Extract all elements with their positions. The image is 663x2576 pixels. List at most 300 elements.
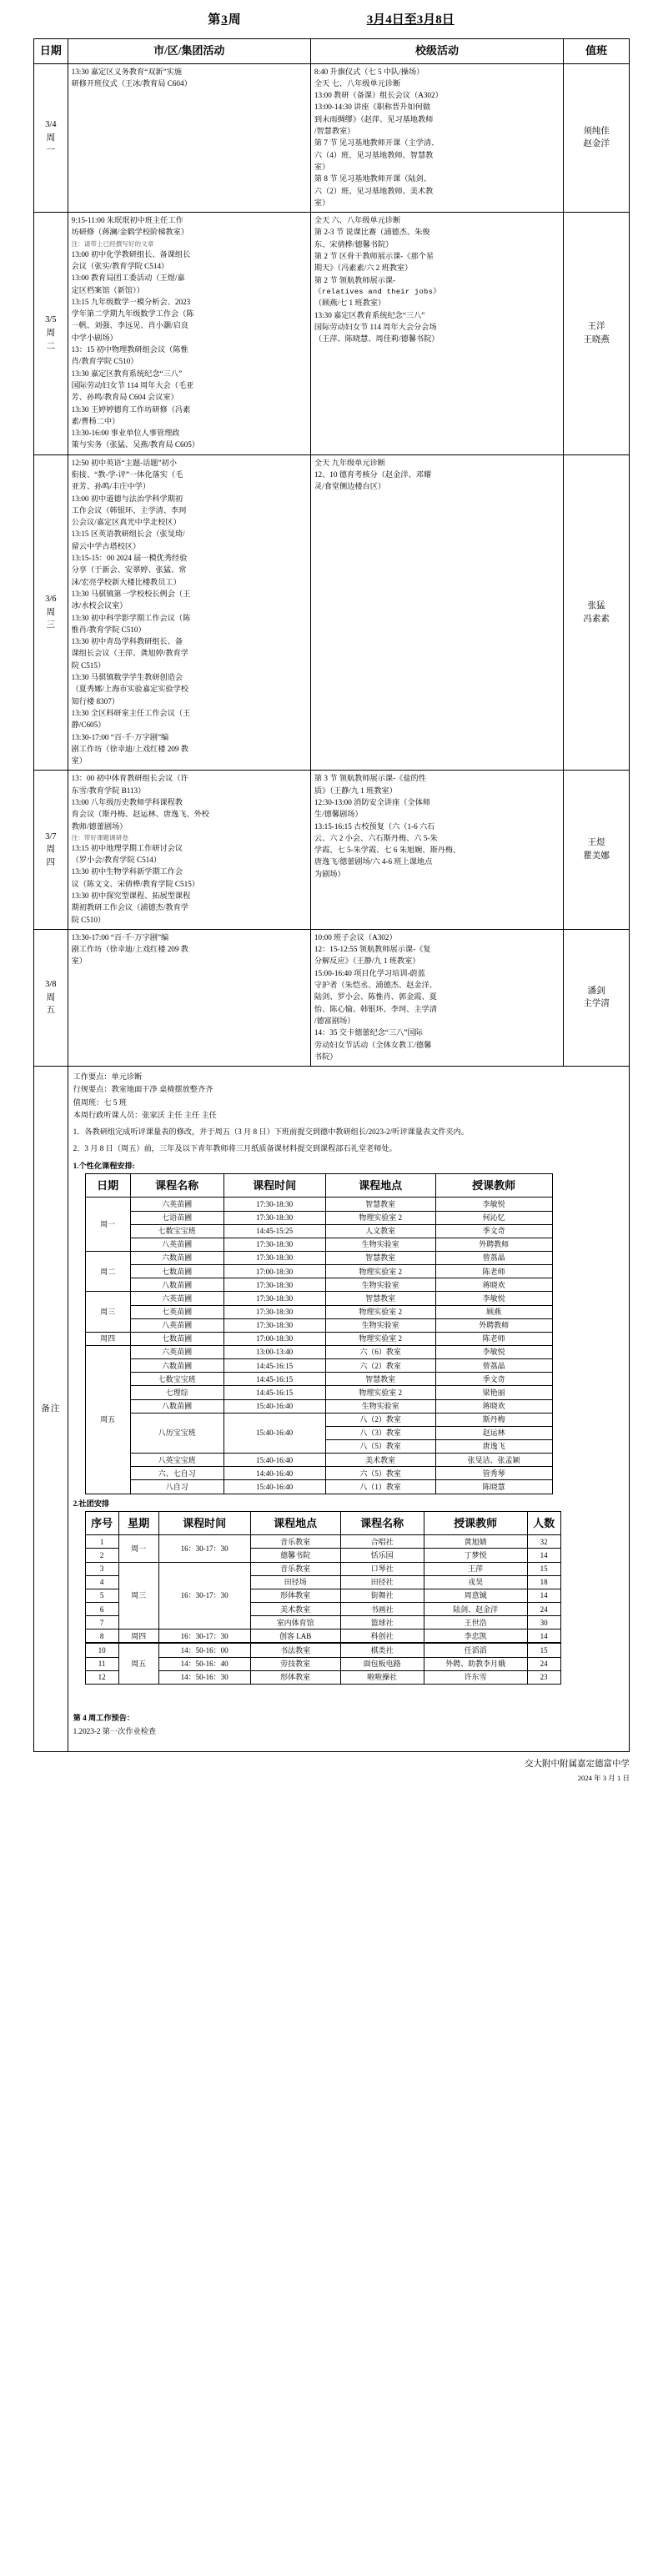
city-activity-line: 惟肖/教育学院 C510） bbox=[71, 625, 146, 634]
pc-row bbox=[85, 1467, 552, 1480]
school-activity-line: 为剧场） bbox=[314, 869, 345, 878]
city-activity-cell bbox=[68, 771, 310, 929]
club-name: 篮球社 bbox=[340, 1616, 424, 1629]
personalized-course-table bbox=[85, 1173, 553, 1494]
pc-cell: 六（5）教室 bbox=[325, 1467, 435, 1480]
duty-cell bbox=[564, 63, 630, 213]
pc-cell: 六、七自习 bbox=[130, 1467, 224, 1480]
city-activity-line: 室） bbox=[71, 957, 87, 966]
city-activity-line: 13:30 嘉定区教育系统纪念“三八” bbox=[71, 369, 183, 378]
city-activity-line: 一帆、刘强、李远见、肖小灏/启良 bbox=[71, 321, 188, 330]
club-teacher: 任滔滔 bbox=[424, 1643, 527, 1657]
date-cell bbox=[34, 213, 68, 455]
remarks-row bbox=[34, 1067, 630, 1752]
pc-cell: 六（2）教室 bbox=[325, 1359, 435, 1373]
pc-cell: 季文奇 bbox=[435, 1373, 552, 1386]
remarks-numbered-line: 1．各教研组完成听评课量表的修改，并于周五（3 月 8 日）下班前提交到德中教研组长/2023-2/听评课量表文件夹内。 bbox=[73, 1127, 470, 1137]
city-activity-line: 课组长会议（王萍、龚旭婷/教育学 bbox=[71, 649, 188, 658]
club-time: 14：50-16：40 bbox=[158, 1657, 250, 1670]
city-activity-line: 沫/宏亮学校新大楼比楼教员工） bbox=[71, 577, 181, 586]
pc-cell: 智慧教室 bbox=[325, 1198, 435, 1211]
city-activity-line: 13:30 初中探究型课程、拓展型课程 bbox=[71, 891, 191, 900]
date-line: 一 bbox=[46, 146, 56, 156]
school-activity-line: 第 8 节 见习基地教师开课（陆剑、 bbox=[314, 174, 432, 183]
city-activity-line: （夏秀娜/上海市实验嘉定实验学校 bbox=[71, 685, 188, 694]
date-cell bbox=[34, 771, 68, 929]
city-activity-line: 13:30 初中生物学科新学期工作会 bbox=[71, 867, 183, 876]
city-activity-cell bbox=[68, 454, 310, 771]
pc-col-header: 授课教师 bbox=[435, 1173, 552, 1198]
club-index: 2 bbox=[85, 1549, 118, 1562]
city-activity-line: 芳、孙鸣/教育局 C604 会议室） bbox=[71, 393, 178, 402]
footer-school-name: 交大附中附属嘉定德富中学 bbox=[525, 1760, 630, 1770]
pc-row bbox=[85, 1373, 552, 1386]
club-location: 音乐教室 bbox=[250, 1562, 340, 1575]
school-activity-line: 学霞、七 5-朱学霞、七 6 朱旭婉、斯丹梅、 bbox=[314, 846, 461, 855]
pc-cell: 美术教室 bbox=[325, 1454, 435, 1467]
city-activity-line: 期初教研工作会议（浦德杰/教育学 bbox=[71, 903, 188, 912]
school-activity-line: 10:00 班子会议（A302） bbox=[314, 932, 397, 942]
city-activity-line: 13:30-16:00 事业单位人事管理政 bbox=[71, 429, 180, 438]
pc-row bbox=[85, 1265, 552, 1278]
school-activity-line: 12、10 德育考核分（赵金洋、邓耀 bbox=[314, 470, 432, 479]
school-activity-line: 第 2 节 领航教师展示课- bbox=[314, 275, 396, 284]
pc-cell: 蒋晓欢 bbox=[435, 1399, 552, 1413]
date-line: 四 bbox=[46, 858, 56, 867]
pc-cell: 七数苗圃 bbox=[130, 1265, 224, 1278]
pc-day-cell: 周二 bbox=[85, 1251, 130, 1291]
city-activity-line: 13：15 初中物理教研组会议（陈惟 bbox=[71, 345, 188, 354]
club-index: 7 bbox=[85, 1616, 118, 1629]
school-activity-line: 13:00-14:30 讲座《职称晋升如何做 bbox=[314, 103, 431, 112]
pc-cell: 曾荔晶 bbox=[435, 1251, 552, 1264]
duty-name: 张猛 bbox=[587, 600, 605, 610]
club-name: 棋类社 bbox=[340, 1643, 424, 1657]
pc-cell: 外聘教师 bbox=[435, 1318, 552, 1332]
date-line: 三 bbox=[46, 620, 56, 630]
pc-cell: 15:40-16:40 bbox=[224, 1454, 325, 1467]
school-activity-line: 14：35 交卡德蕾纪念“三八”国际 bbox=[314, 1028, 423, 1037]
duty-name: 主学清 bbox=[583, 999, 610, 1009]
pc-cell: 六英苗圃 bbox=[130, 1345, 224, 1358]
date-line: 周 bbox=[46, 992, 56, 1002]
week-number: 3 bbox=[221, 13, 228, 27]
city-activity-line: 13:30 初中科学影学期工作会议（陈 bbox=[71, 613, 191, 622]
city-activity-line: 13:15 初中地理学期工作研讨会议 bbox=[71, 843, 183, 852]
city-activity-line: 13:30 全区科研室主任工作会议（王 bbox=[71, 708, 191, 717]
personalized-course-body bbox=[85, 1198, 552, 1494]
city-activity-line: 工作会议（韩银环、主学清、李珂 bbox=[71, 505, 187, 515]
club-teacher: 王萍 bbox=[424, 1562, 527, 1575]
club-teacher: 李忠凯 bbox=[424, 1629, 527, 1644]
club-count: 15 bbox=[527, 1562, 560, 1575]
club-name: 书画社 bbox=[340, 1603, 424, 1616]
club-time: 14：50-16：00 bbox=[158, 1643, 250, 1657]
city-activity-line: 室） bbox=[71, 756, 87, 766]
document-footer bbox=[33, 1757, 630, 1795]
pc-row bbox=[85, 1224, 552, 1238]
col-header-duty: 值班 bbox=[564, 38, 630, 63]
pc-cell: 斯丹梅 bbox=[435, 1413, 552, 1426]
club-day: 周一 bbox=[118, 1535, 158, 1562]
city-activity-line: 策与实务（张猛、吴燕/教育局 C605） bbox=[71, 440, 199, 449]
city-activity-line: 13：00 初中体育教研组长会议（许 bbox=[71, 774, 188, 783]
club-name: 田径社 bbox=[340, 1575, 424, 1589]
pc-cell: 陈老师 bbox=[435, 1332, 552, 1345]
pc-cell: 何沁忆 bbox=[435, 1211, 552, 1224]
pc-cell: 八（3）教室 bbox=[325, 1426, 435, 1439]
club-name: 面包板电路 bbox=[340, 1657, 424, 1670]
col-header-school: 校级活动 bbox=[310, 38, 563, 63]
school-activity-line: 13:00 教研（备课）组长会议（A302） bbox=[314, 91, 443, 100]
city-activity-line: 冰/水校会议室） bbox=[71, 601, 128, 610]
pc-cell: 李敏悦 bbox=[435, 1292, 552, 1305]
club-location: 形体教室 bbox=[250, 1589, 340, 1602]
pc-cell: 智慧教室 bbox=[325, 1251, 435, 1264]
city-activity-line: 13:30 嘉定区义务教育“双新”实施 bbox=[71, 67, 183, 76]
pc-row bbox=[85, 1359, 552, 1373]
club-day: 周三 bbox=[118, 1562, 158, 1629]
city-activity-line: 13:30 王婷婷德育工作坊研修（冯素 bbox=[71, 404, 191, 414]
remarks-numbered-items bbox=[73, 1126, 624, 1155]
school-activity-line: 质》（王静/九 1 班教室） bbox=[314, 786, 397, 795]
club-count: 14 bbox=[527, 1589, 560, 1602]
school-activity-line: 12:30-13:00 消防安全讲座（全体师 bbox=[314, 798, 431, 806]
city-activity-line: 院 C510） bbox=[71, 915, 106, 924]
pc-row bbox=[85, 1480, 552, 1494]
school-activity-line: /德富剧场） bbox=[314, 1016, 355, 1025]
next-week-items bbox=[73, 1725, 624, 1737]
club-index: 1 bbox=[85, 1535, 118, 1549]
club-index: 6 bbox=[85, 1603, 118, 1616]
next-week-item: 1.2023-2 第一次作业检查 bbox=[73, 1727, 157, 1736]
weekly-row bbox=[34, 454, 630, 771]
school-activity-line: 第 7 节 见习基地教师开课（主学清、 bbox=[314, 138, 439, 148]
school-activity-cell bbox=[310, 771, 563, 929]
club-header-row bbox=[85, 1511, 560, 1535]
club-col-header: 课程地点 bbox=[250, 1511, 340, 1535]
school-activity-line: 六（4）班、见习基地教师、智慧教 bbox=[314, 150, 434, 159]
pc-cell: 七英苗圃 bbox=[130, 1305, 224, 1318]
pc-col-header: 课程时间 bbox=[224, 1173, 325, 1198]
remarks-numbered-line: 2．3 月 8 日（周五）前，三年及以下青年教师将三月纸质备课材料提交到课程部石礼堂老师处。 bbox=[73, 1144, 397, 1153]
pc-cell: 六英苗圃 bbox=[130, 1292, 224, 1305]
club-count: 24 bbox=[527, 1603, 560, 1616]
date-line: 3/4 bbox=[45, 119, 57, 129]
school-activity-line: 东、宋倩桦/德馨书院） bbox=[314, 239, 394, 249]
city-activity-line: 12:50 初中英语“主题-话题”初小 bbox=[71, 458, 177, 467]
date-range: 3月4日至3月8日 bbox=[366, 13, 455, 27]
col-header-date: 日期 bbox=[34, 38, 68, 63]
club-teacher: 陆剑、赵金洋 bbox=[424, 1603, 527, 1616]
city-activity-line: 留云中学古塔校区） bbox=[71, 541, 141, 550]
city-activity-line: 注：带好课题调研卷 bbox=[71, 833, 128, 841]
duty-cell bbox=[564, 771, 630, 929]
club-teacher: 周意铖 bbox=[424, 1589, 527, 1602]
club-name: 街舞社 bbox=[340, 1589, 424, 1602]
pc-cell: 15:40-16:40 bbox=[224, 1399, 325, 1413]
pc-cell: 17:00-18:30 bbox=[224, 1332, 325, 1345]
pc-cell: 八数苗圃 bbox=[130, 1399, 224, 1413]
pc-day-cell: 周三 bbox=[85, 1292, 130, 1332]
pc-cell: 15:40-16:40 bbox=[224, 1480, 325, 1494]
school-activity-line: 唐逸飞/德蕾剧场/六 4-6 班上课地点 bbox=[314, 857, 433, 866]
pc-cell: 陈晓慧 bbox=[435, 1480, 552, 1494]
pc-day-cell: 周四 bbox=[85, 1332, 130, 1345]
pc-cell: 14:45-16:15 bbox=[224, 1386, 325, 1399]
pc-row bbox=[85, 1305, 552, 1318]
club-count: 14 bbox=[527, 1549, 560, 1562]
school-activity-line: 第 3 节 领航教师展示课-《盐的性 bbox=[314, 774, 426, 783]
school-activity-line: 怡、陈心愉、韩银环、李珂、主学清 bbox=[314, 1004, 437, 1013]
pc-cell: 17:30-18:30 bbox=[224, 1251, 325, 1264]
pc-cell: 八（5）教室 bbox=[325, 1439, 435, 1453]
pc-col-header: 日期 bbox=[85, 1173, 130, 1198]
duty-cell bbox=[564, 454, 630, 771]
pc-cell: 八（2）教室 bbox=[325, 1413, 435, 1426]
pc-cell: 唐逸飞 bbox=[435, 1439, 552, 1453]
club-index: 8 bbox=[85, 1629, 118, 1644]
pc-cell: 17:30-18:30 bbox=[224, 1211, 325, 1224]
club-index: 3 bbox=[85, 1562, 118, 1575]
city-activity-line: 13:30 马骐镇数学学生教研创造会 bbox=[71, 673, 183, 682]
pc-cell: 六数苗圃 bbox=[130, 1359, 224, 1373]
date-line: 周 bbox=[46, 133, 56, 143]
pc-cell: 物理实验室 2 bbox=[325, 1386, 435, 1399]
club-count: 14 bbox=[527, 1629, 560, 1644]
remarks-body bbox=[68, 1067, 629, 1752]
city-activity-line: 会议（张实/教育学院 C514） bbox=[71, 261, 169, 270]
pc-cell: 七语苗圃 bbox=[130, 1211, 224, 1224]
city-activity-cell bbox=[68, 929, 310, 1066]
club-location: 形体教室 bbox=[250, 1670, 340, 1684]
date-line: 二 bbox=[46, 341, 56, 351]
city-activity-line: 知行楼 8307） bbox=[71, 696, 120, 706]
city-activity-line: 13:00 初中化学教研组长、备课组长 bbox=[71, 249, 191, 259]
club-col-header: 人数 bbox=[527, 1511, 560, 1535]
school-activity-line: 到未雨绸缪》（赵萍、见习基地教师 bbox=[314, 114, 434, 123]
date-cell bbox=[34, 63, 68, 213]
club-location: 劳技教室 bbox=[250, 1657, 340, 1670]
club-location: 书法教室 bbox=[250, 1643, 340, 1657]
school-activity-line: 室） bbox=[314, 162, 330, 171]
school-activity-line: 8:40 升旗仪式（七 5 中队/操场） bbox=[314, 67, 424, 76]
weekly-row bbox=[34, 771, 630, 929]
date-line: 3/8 bbox=[45, 979, 57, 989]
pc-day-cell: 周一 bbox=[85, 1198, 130, 1252]
duty-name: 赵金洋 bbox=[583, 139, 610, 149]
club-time: 16：30-17：30 bbox=[158, 1535, 250, 1562]
club-name: 口琴社 bbox=[340, 1562, 424, 1575]
city-activity-line: 坊研修（蒋澜/金鹤学校阶梯教室） bbox=[71, 228, 188, 237]
club-name: 科创社 bbox=[340, 1629, 424, 1644]
city-activity-line: 中学小剧场） bbox=[71, 333, 118, 342]
school-activity-line: 守护者（朱恺丞、浦德杰、赵金洋、 bbox=[314, 981, 437, 990]
school-activity-line: 13:30 嘉定区教育系统纪念“三八” bbox=[314, 310, 425, 319]
club-location: 美术教室 bbox=[250, 1603, 340, 1616]
remarks-intro-line: 值周班：七 5 班 bbox=[73, 1097, 127, 1107]
school-activity-line: 第 2-3 节 说课比赛（浦德杰、朱俊 bbox=[314, 228, 430, 237]
school-activity-line: 全天 七、八年级单元诊断 bbox=[314, 78, 401, 88]
city-activity-line: 13:30 马骐镇第一学校校长例会（王 bbox=[71, 589, 191, 598]
week-suffix: 周 bbox=[228, 13, 241, 27]
pc-cell: 季文奇 bbox=[435, 1224, 552, 1238]
pc-row bbox=[85, 1454, 552, 1467]
week-prefix: 第 bbox=[208, 13, 221, 27]
city-activity-line: 衔接、“教-学-评”一体化落实（毛 bbox=[71, 470, 183, 479]
city-activity-line: 9:15-11:00 朱珉珉初中班主任工作 bbox=[71, 216, 183, 225]
city-activity-line: 13:30 初中青岛学科教研组长、备 bbox=[71, 637, 183, 646]
club-time: 16：30-17：30 bbox=[158, 1629, 250, 1644]
club-location: 室内体育馆 bbox=[250, 1616, 340, 1629]
weekly-row bbox=[34, 929, 630, 1066]
pc-row bbox=[85, 1198, 552, 1211]
pc-cell: 八英苗圃 bbox=[130, 1318, 224, 1332]
club-col-header: 课程名称 bbox=[340, 1511, 424, 1535]
pc-cell: 六英苗圃 bbox=[130, 1198, 224, 1211]
pc-cell: 13:00-13:40 bbox=[224, 1345, 325, 1358]
pc-cell: 17:30-18:30 bbox=[224, 1292, 325, 1305]
club-location: 田径场 bbox=[250, 1575, 340, 1589]
pc-cell: 八数苗圃 bbox=[130, 1278, 224, 1292]
pc-cell-name: 八历宝宝班 bbox=[130, 1413, 224, 1453]
club-index: 12 bbox=[85, 1670, 118, 1684]
pc-row bbox=[85, 1238, 552, 1251]
club-count: 30 bbox=[527, 1616, 560, 1629]
pc-cell: 14:40-16:40 bbox=[224, 1467, 325, 1480]
date-line: 周 bbox=[46, 607, 56, 617]
pc-cell: 17:30-18:30 bbox=[224, 1198, 325, 1211]
pc-cell: 物理实验室 2 bbox=[325, 1332, 435, 1345]
school-activity-line: 生/德馨剧场） bbox=[314, 810, 363, 819]
club-day: 周四 bbox=[118, 1629, 158, 1644]
school-activity-cell bbox=[310, 929, 563, 1066]
remarks-intro-line: 行规要点：教室地面干净 桌椅摆放整齐齐 bbox=[73, 1085, 213, 1094]
club-teacher: 黄旭婧 bbox=[424, 1535, 527, 1549]
club-index: 11 bbox=[85, 1657, 118, 1670]
club-row bbox=[85, 1629, 560, 1644]
school-activity-line: 全天 九年级单元诊断 bbox=[314, 458, 385, 467]
date-line: 周 bbox=[46, 845, 56, 855]
pc-cell: 七数宝宝班 bbox=[130, 1224, 224, 1238]
pc-cell: 17:00-18:30 bbox=[224, 1265, 325, 1278]
pc-cell: 八英苗圃 bbox=[130, 1238, 224, 1251]
remarks-label: 备注 bbox=[34, 1067, 68, 1752]
city-activity-line: 分享（于新会、安翠婷、张猛、常 bbox=[71, 565, 187, 575]
remarks-intro-line: 工作要点：单元诊断 bbox=[73, 1072, 143, 1082]
remarks-intro-line: 本周行政听课人员：张家沃 主任 主任 主任 bbox=[73, 1110, 217, 1119]
school-activity-line: 灵/食堂侧边楼台区） bbox=[314, 482, 386, 491]
city-activity-line: （罗小会/教育学院 C514） bbox=[71, 856, 162, 865]
weekly-row bbox=[34, 63, 630, 213]
school-activity-line: 分解反应》（王静/九 1 班教室） bbox=[314, 957, 420, 966]
pc-cell: 17:30-18:30 bbox=[224, 1318, 325, 1332]
pc-cell: 八（1）教室 bbox=[325, 1480, 435, 1494]
club-teacher: 许东雪 bbox=[424, 1670, 527, 1684]
school-activity-line: 书院） bbox=[314, 1052, 338, 1061]
pc-cell: 赵运林 bbox=[435, 1426, 552, 1439]
city-activity-line: 剧工作坊（徐幸迪/上戏红楼 209 教 bbox=[71, 744, 188, 753]
club-count: 23 bbox=[527, 1670, 560, 1684]
pc-cell: 七数宝宝班 bbox=[130, 1373, 224, 1386]
pc-cell: 六数苗圃 bbox=[130, 1251, 224, 1264]
duty-cell bbox=[564, 213, 630, 455]
club-location: 创客 LAB bbox=[250, 1629, 340, 1644]
club-body bbox=[85, 1535, 560, 1685]
club-index: 5 bbox=[85, 1589, 118, 1602]
club-teacher: 戎昊 bbox=[424, 1575, 527, 1589]
clubs-title: 2.社团安排 bbox=[73, 1499, 110, 1508]
city-activity-line: 教师/德蕾剧场） bbox=[71, 821, 128, 831]
pc-row bbox=[85, 1386, 552, 1399]
club-teacher: 丁梦悦 bbox=[424, 1549, 527, 1562]
pc-cell: 生物实验室 bbox=[325, 1318, 435, 1332]
city-activity-line: 学年第二学期九年级数学工作会（陈 bbox=[71, 309, 194, 319]
city-activity-line: 13:00 教育局团工委活动（王煜/嘉 bbox=[71, 274, 185, 283]
weekly-activity-table bbox=[33, 38, 630, 1753]
date-line: 3/6 bbox=[45, 594, 57, 604]
city-activity-line: 素/曹杨二中） bbox=[71, 416, 120, 425]
pc-cell: 人文教室 bbox=[325, 1224, 435, 1238]
city-activity-line: 院 C515） bbox=[71, 660, 106, 670]
date-cell bbox=[34, 454, 68, 771]
date-line: 3/5 bbox=[45, 315, 57, 325]
city-activity-line: 13:15-15：00 2024 届一模优秀经验 bbox=[71, 554, 188, 563]
club-col-header: 星期 bbox=[118, 1511, 158, 1535]
school-activity-cell bbox=[310, 454, 563, 771]
duty-name: 王晓燕 bbox=[583, 334, 610, 344]
pc-row bbox=[85, 1292, 552, 1305]
pc-cell: 管秀琴 bbox=[435, 1467, 552, 1480]
school-activity-cell bbox=[310, 63, 563, 213]
pc-row bbox=[85, 1211, 552, 1224]
pc-cell: 曾荔晶 bbox=[435, 1359, 552, 1373]
city-activity-line: 13:00 初中道德与法治学科学期初 bbox=[71, 494, 183, 503]
pc-cell: 六（6）教室 bbox=[325, 1345, 435, 1358]
school-activity-line: 国际劳动妇女节 114 周年大会分会场 bbox=[314, 322, 437, 331]
pc-row bbox=[85, 1251, 552, 1264]
club-location: 音乐教室 bbox=[250, 1535, 340, 1549]
pc-row bbox=[85, 1399, 552, 1413]
duty-name: 冯素素 bbox=[583, 614, 610, 624]
pc-row bbox=[85, 1318, 552, 1332]
pc-row bbox=[85, 1332, 552, 1345]
school-activity-line: 12：15-12:55 领航教师展示课-《复 bbox=[314, 945, 431, 954]
duty-cell bbox=[564, 929, 630, 1066]
pc-cell: 物理实验室 2 bbox=[325, 1265, 435, 1278]
club-table bbox=[85, 1511, 561, 1685]
school-activity-line: 期天》（冯素素/六 2 班教室） bbox=[314, 264, 413, 273]
pc-cell: 梁艳丽 bbox=[435, 1386, 552, 1399]
date-line: 3/7 bbox=[45, 831, 57, 841]
school-activity-line: 劳动妇女节活动（全体女教工/德馨 bbox=[314, 1040, 432, 1049]
school-activity-line: 15:00-16:40 项目化学习培训-蔚蓝 bbox=[314, 968, 425, 977]
date-cell bbox=[34, 929, 68, 1066]
week-title bbox=[208, 12, 241, 30]
pc-cell: 外聘教师 bbox=[435, 1238, 552, 1251]
next-week-title: 第 4 周工作预告： bbox=[73, 1713, 135, 1722]
club-count: 18 bbox=[527, 1575, 560, 1589]
school-activity-line: /智慧教室） bbox=[314, 127, 355, 136]
remarks-intro bbox=[73, 1071, 624, 1121]
club-time: 14：50-16：30 bbox=[158, 1670, 250, 1684]
pc-cell: 七理综 bbox=[130, 1386, 224, 1399]
pc-cell: 张旻洁、张孟颖 bbox=[435, 1454, 552, 1467]
club-time: 16：30-17：30 bbox=[158, 1562, 250, 1629]
pc-cell: 物理实验室 2 bbox=[325, 1305, 435, 1318]
city-activity-line: 静/C605） bbox=[71, 721, 106, 730]
duty-name: 瞿美娜 bbox=[583, 851, 610, 861]
